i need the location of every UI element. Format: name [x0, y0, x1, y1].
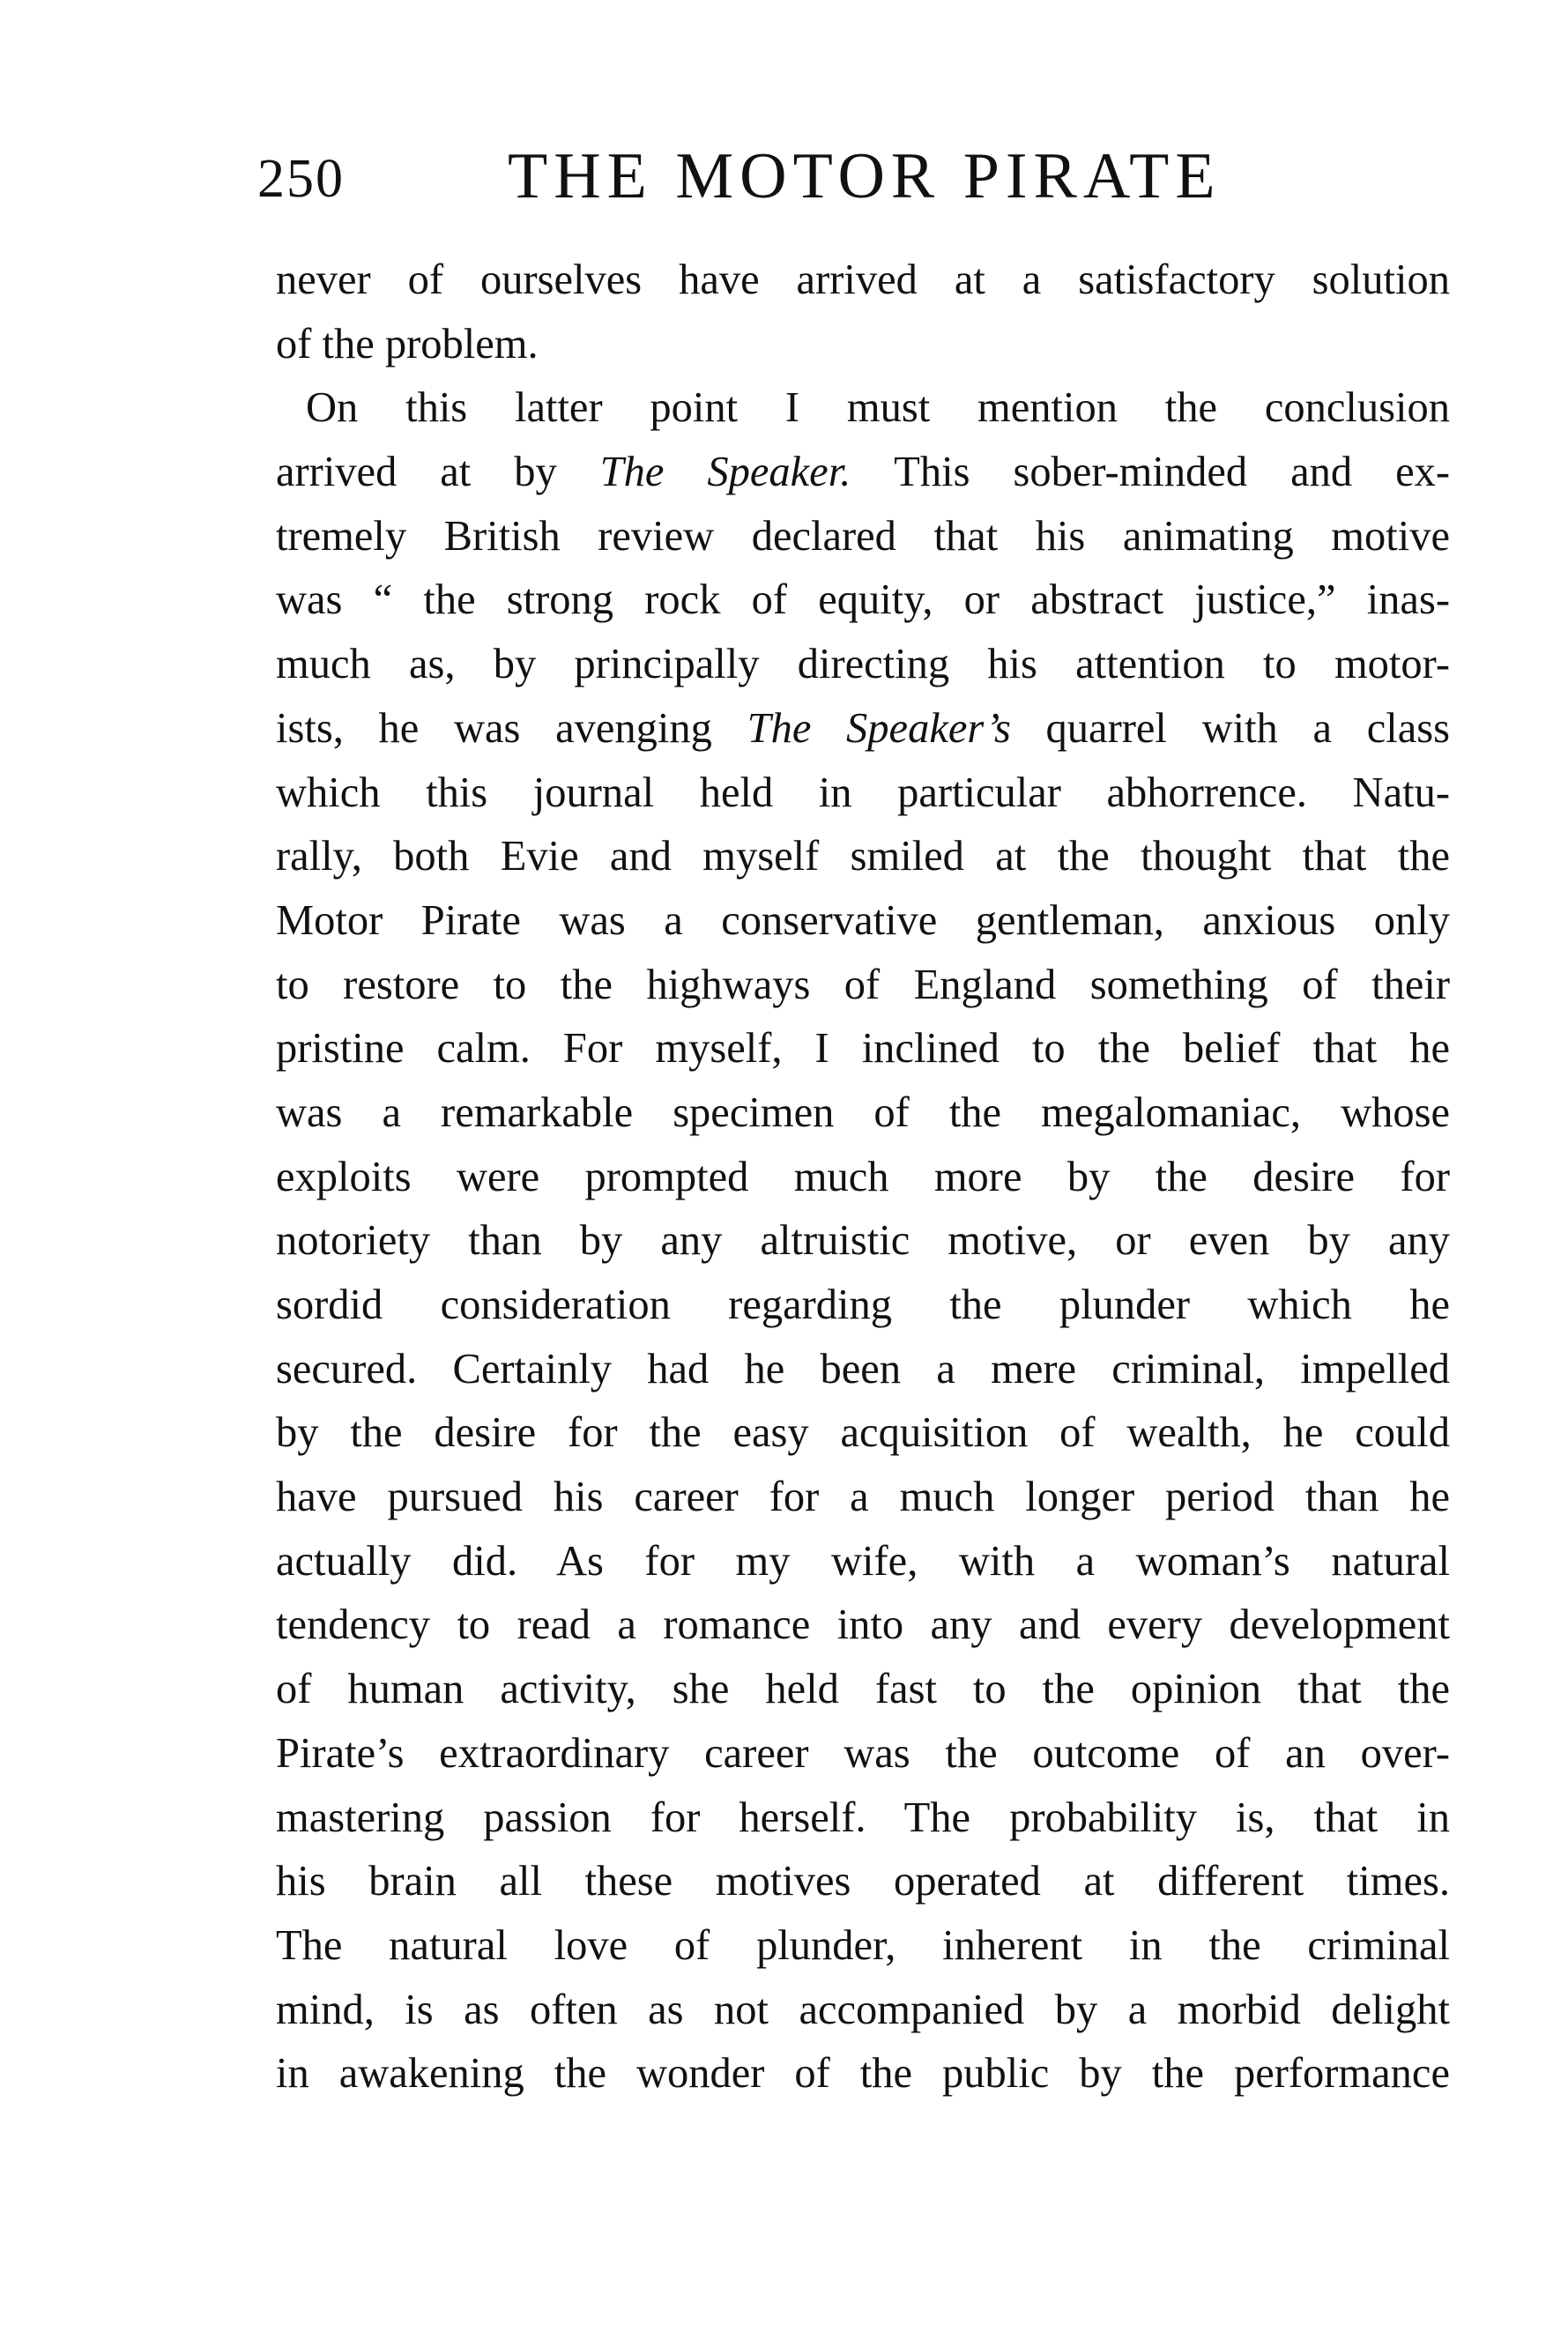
- text-segment: in awakening the wonder of the public by the performance: [276, 2050, 1450, 2098]
- text-line: [276, 1209, 1450, 1274]
- text-segment: much as, by principally directing his attention to motor-: [276, 641, 1450, 688]
- text-segment: pristine calm. For myself, I inclined to the belief that he: [276, 1025, 1450, 1073]
- text-line: [276, 1722, 1450, 1786]
- text-segment: quarrel with a class: [1045, 704, 1451, 752]
- text-segment: mind, is as often as not accompanied by a morbid delight: [276, 1986, 1450, 2033]
- text-segment: was a remarkable specimen of the megalomaniac, whose: [276, 1088, 1450, 1136]
- text-line: [276, 441, 1450, 505]
- text-line: [276, 633, 1450, 697]
- text-line: [276, 1593, 1450, 1658]
- text-line: [276, 1850, 1450, 1914]
- text-line: [276, 2042, 1450, 2106]
- text-segment: tendency to read a romance into any and every development: [276, 1601, 1450, 1649]
- text-line: [276, 1338, 1450, 1402]
- text-segment: exploits were prompted much more by the desire for: [276, 1153, 1450, 1200]
- text-segment: of human activity, she held fast to the opinion that the: [276, 1666, 1450, 1713]
- text-segment: sordid consideration regarding the plunder which he: [276, 1281, 1450, 1328]
- text-segment: secured. Certainly had he been a mere criminal, impelled: [276, 1345, 1450, 1393]
- text-segment: On this latter point I must mention the conclusion: [306, 384, 1450, 432]
- text-segment: which this journal held in particular abhorrence. Natu-: [276, 769, 1450, 816]
- text-line: [276, 376, 1450, 441]
- text-segment: tremely British review declared that his animating motive: [276, 512, 1450, 560]
- text-segment: rally, both Evie and myself smiled at the thought that the: [276, 833, 1450, 880]
- text-segment: This sober-minded and ex-: [894, 449, 1450, 496]
- text-segment: never of ourselves have arrived at a satisfactory solution: [276, 256, 1450, 303]
- text-segment: ists, he was avenging: [276, 704, 747, 752]
- text-segment: his brain all these motives operated at different times.: [276, 1858, 1450, 1905]
- text-line: [276, 889, 1450, 954]
- text-segment: The natural love of plunder, inherent in the criminal: [276, 1921, 1450, 1969]
- text-line: [276, 1401, 1450, 1466]
- text-line: [276, 1146, 1450, 1210]
- text-line: [276, 313, 1450, 377]
- text-line: [276, 249, 1450, 313]
- italic-title: The Speaker.: [599, 449, 851, 496]
- text-line: [276, 1081, 1450, 1146]
- text-segment: Pirate’s extraordinary career was the outcome of an over-: [276, 1729, 1450, 1777]
- text-segment: arrived at by: [276, 449, 600, 496]
- text-line: [276, 1530, 1450, 1594]
- text-segment: to restore to the highways of England something of their: [276, 961, 1450, 1008]
- text-segment: was “ the strong rock of equity, or abstract justice,” inas-: [276, 576, 1450, 624]
- body-text: [276, 249, 1450, 2106]
- text-segment: notoriety than by any altruistic motive, or even by any: [276, 1217, 1450, 1265]
- text-line: [276, 1658, 1450, 1722]
- running-header: [256, 139, 1454, 210]
- text-line: [276, 954, 1450, 1018]
- text-segment: have pursued his career for a much longer period than he: [276, 1474, 1450, 1521]
- text-line: [276, 697, 1450, 761]
- text-line: [276, 825, 1450, 889]
- page-number: 250: [257, 149, 345, 209]
- text-line: [276, 568, 1450, 633]
- text-line: [276, 1914, 1450, 1979]
- text-line: [276, 1786, 1450, 1851]
- text-line: [276, 505, 1450, 569]
- text-segment: Motor Pirate was a conservative gentleman, anxious only: [276, 896, 1450, 944]
- text-segment: of the problem.: [276, 320, 539, 368]
- text-line: [276, 1017, 1450, 1081]
- text-line: [276, 1466, 1450, 1530]
- italic-title: The Speaker’s: [747, 704, 1011, 752]
- text-line: [276, 1979, 1450, 2043]
- text-segment: by the desire for the easy acquisition of wealth, he could: [276, 1409, 1450, 1457]
- text-line: [276, 761, 1450, 826]
- running-title: THE MOTOR PIRATE: [508, 140, 1222, 212]
- text-segment: actually did. As for my wife, with a woman’s natural: [276, 1537, 1450, 1585]
- text-line: [276, 1274, 1450, 1338]
- text-segment: mastering passion for herself. The probability is, that in: [276, 1794, 1450, 1841]
